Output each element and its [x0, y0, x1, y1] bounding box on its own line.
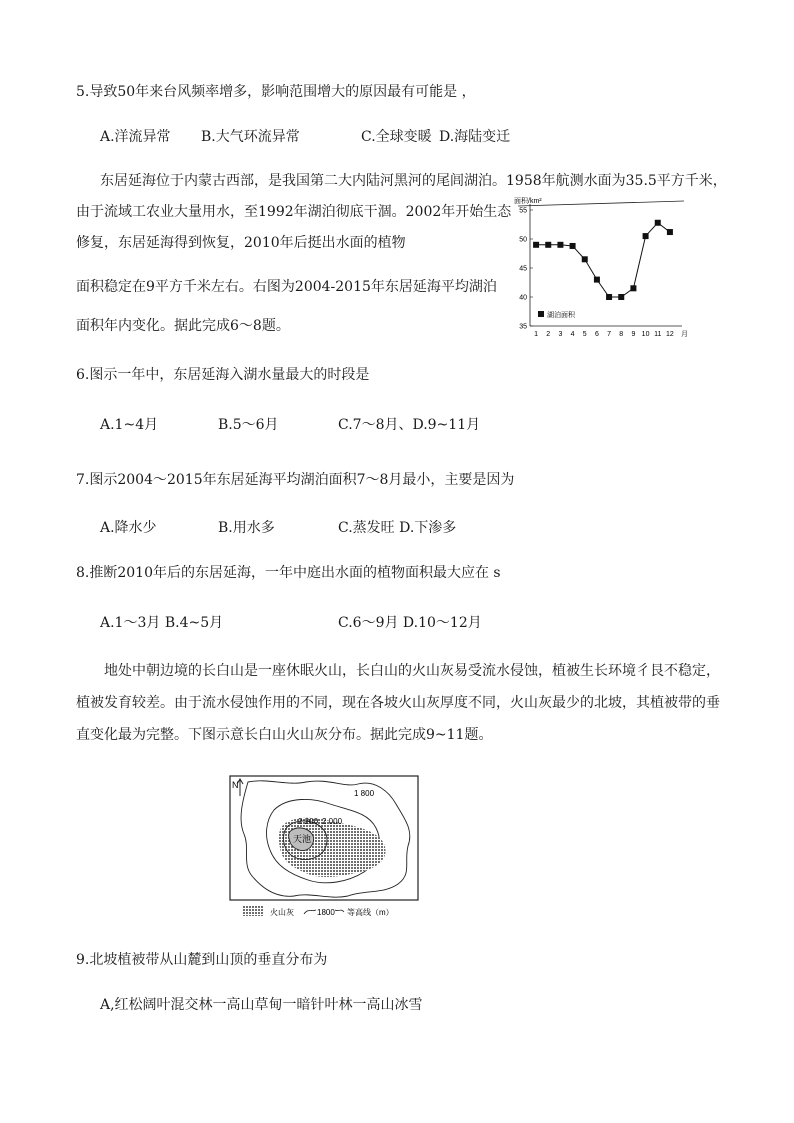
legend-contour-line-left	[304, 910, 316, 914]
series-line-lake-area	[536, 223, 670, 297]
chart-x-unit: 月	[681, 331, 688, 338]
question-5-option-a: A.洋流异常	[100, 129, 171, 145]
chart-x-tick-label: 11	[654, 331, 662, 338]
chart-x-tick-label: 12	[666, 331, 674, 338]
question-8-option-a: A.1～3月 B.4~5月	[100, 615, 224, 631]
legend-contour-value: 1800	[317, 908, 335, 917]
chart-legend	[538, 310, 576, 319]
chart-x-tick-label: 7	[607, 331, 612, 338]
question-5-option-b: B.大气环流异常	[201, 129, 300, 145]
chart-x-tick-label: 5	[582, 331, 587, 338]
chart-y-tick-label: 55	[519, 207, 527, 215]
chart-y-tick-label: 45	[519, 265, 527, 273]
data-point-month-12	[667, 229, 673, 235]
data-point-month-1	[533, 242, 539, 248]
passage-1-line-5: 面积年内变化。据此完成6～8题。	[76, 318, 290, 334]
question-9-stem: 9.北坡植被带从山麓到山顶的垂直分布为	[76, 952, 328, 968]
chart-x-tick-label: 2	[546, 331, 551, 338]
passage-1-line-3: 修复，东居延海得到恢复，2010年后挺出水面的植物	[76, 235, 406, 251]
legend-ash-label: 火山灰	[270, 908, 294, 917]
passage-2-line-3: 直变化最为完整。下图示意长白山火山灰分布。据此完成9~11题。	[76, 727, 493, 743]
passage-1-line-2: 由于流域工农业大量用水，至1992年湖泊彻底干涸。2002年开始生态	[76, 204, 512, 220]
legend-marker	[538, 311, 544, 317]
chart-y-tick-label: 50	[519, 236, 527, 244]
data-point-month-2	[545, 242, 551, 248]
lake-label: 天池	[293, 834, 312, 844]
chart-top-border	[518, 201, 684, 206]
chart-x-tick-label: 6	[594, 331, 599, 338]
question-6-option-a: A.1~4月	[100, 417, 159, 433]
legend-contour-label: 等高线（m）	[347, 908, 394, 917]
data-point-month-9	[630, 285, 636, 291]
north-label: N	[232, 780, 239, 790]
chart-y-axis-label: 面积/km²	[514, 198, 542, 205]
chart-y-tick-label: 35	[519, 323, 527, 331]
question-9-option-a: A,红松阔叶混交林一高山草甸一暗针叶林一高山冰雪	[100, 997, 423, 1013]
data-point-month-7	[606, 294, 612, 300]
chart-x-tick-label: 1	[534, 331, 539, 338]
passage-1-line-1: 东居延海位于内蒙古西部，是我国第二大内陆河黑河的尾闾湖泊。1958年航测水面为35.5平方千米，	[100, 173, 727, 189]
data-point-month-4	[570, 243, 576, 249]
data-point-month-5	[582, 256, 588, 262]
data-point-month-11	[655, 220, 661, 226]
question-8-stem: 8.推断2010年后的东居延海，一年中庭出水面的植物面积最大应在 s	[76, 565, 501, 581]
contour-label-2200: 2 200	[298, 817, 319, 826]
question-7-option-c: C.蒸发旺 D.下渗多	[338, 520, 457, 536]
question-5-option-d: D.海陆变迁	[439, 129, 511, 145]
passage-2-line-2: 植被发育较差。由于流水侵蚀作用的不同，现在各坡火山灰厚度不同，火山灰最少的北坡，其植被带的垂	[76, 695, 720, 711]
chart-x-tick-label: 4	[570, 331, 575, 338]
question-8-option-c: C.6～9月 D.10～12月	[338, 615, 482, 631]
chart-x-tick-label: 10	[641, 331, 650, 338]
data-point-month-3	[557, 242, 563, 248]
chart-x-tick-label: 8	[619, 331, 624, 338]
data-point-month-10	[643, 233, 649, 239]
contour-label-2000: 2 000	[322, 817, 343, 826]
lake-area-chart	[508, 194, 688, 340]
data-point-month-8	[618, 294, 624, 300]
question-5-stem: 5.导致50年来台风频率增多，影响范围增大的原因最有可能是 ，	[76, 84, 476, 100]
question-7-option-a: A.降水少	[100, 520, 157, 536]
contour-label-1800: 1 800	[354, 789, 375, 798]
question-7-stem: 7.图示2004～2015年东居延海平均湖泊面积7～8月最小，主要是因为	[76, 472, 515, 488]
question-6-option-c: C.7～8月、D.9~11月	[338, 417, 481, 433]
chart-y-tick-label: 40	[519, 294, 527, 302]
data-point-month-6	[594, 277, 600, 283]
question-5-option-c: C.全球变暖	[361, 129, 432, 145]
legend-contour-line-right	[335, 910, 344, 912]
volcanic-ash-map	[228, 774, 442, 922]
legend-ash-swatch	[242, 906, 264, 916]
chart-x-tick-label: 3	[558, 331, 563, 338]
question-6-option-b: B.5～6月	[218, 417, 279, 433]
chart-x-tick-label: 9	[631, 331, 636, 338]
question-6-stem: 6.图示一年中，东居延海入湖水量最大的时段是	[76, 367, 370, 383]
passage-1-line-4: 面积稳定在9平方千米左右。右图为2004-2015年东居延海平均湖泊	[76, 279, 497, 295]
legend-label: 湖泊面积	[547, 312, 575, 319]
passage-2-line-1: 地处中朝边境的长白山是一座休眠火山，长白山的火山灰易受流水侵蚀，植被生长环境彳艮不稳定，	[104, 663, 720, 679]
question-7-option-b: B.用水多	[218, 520, 275, 536]
